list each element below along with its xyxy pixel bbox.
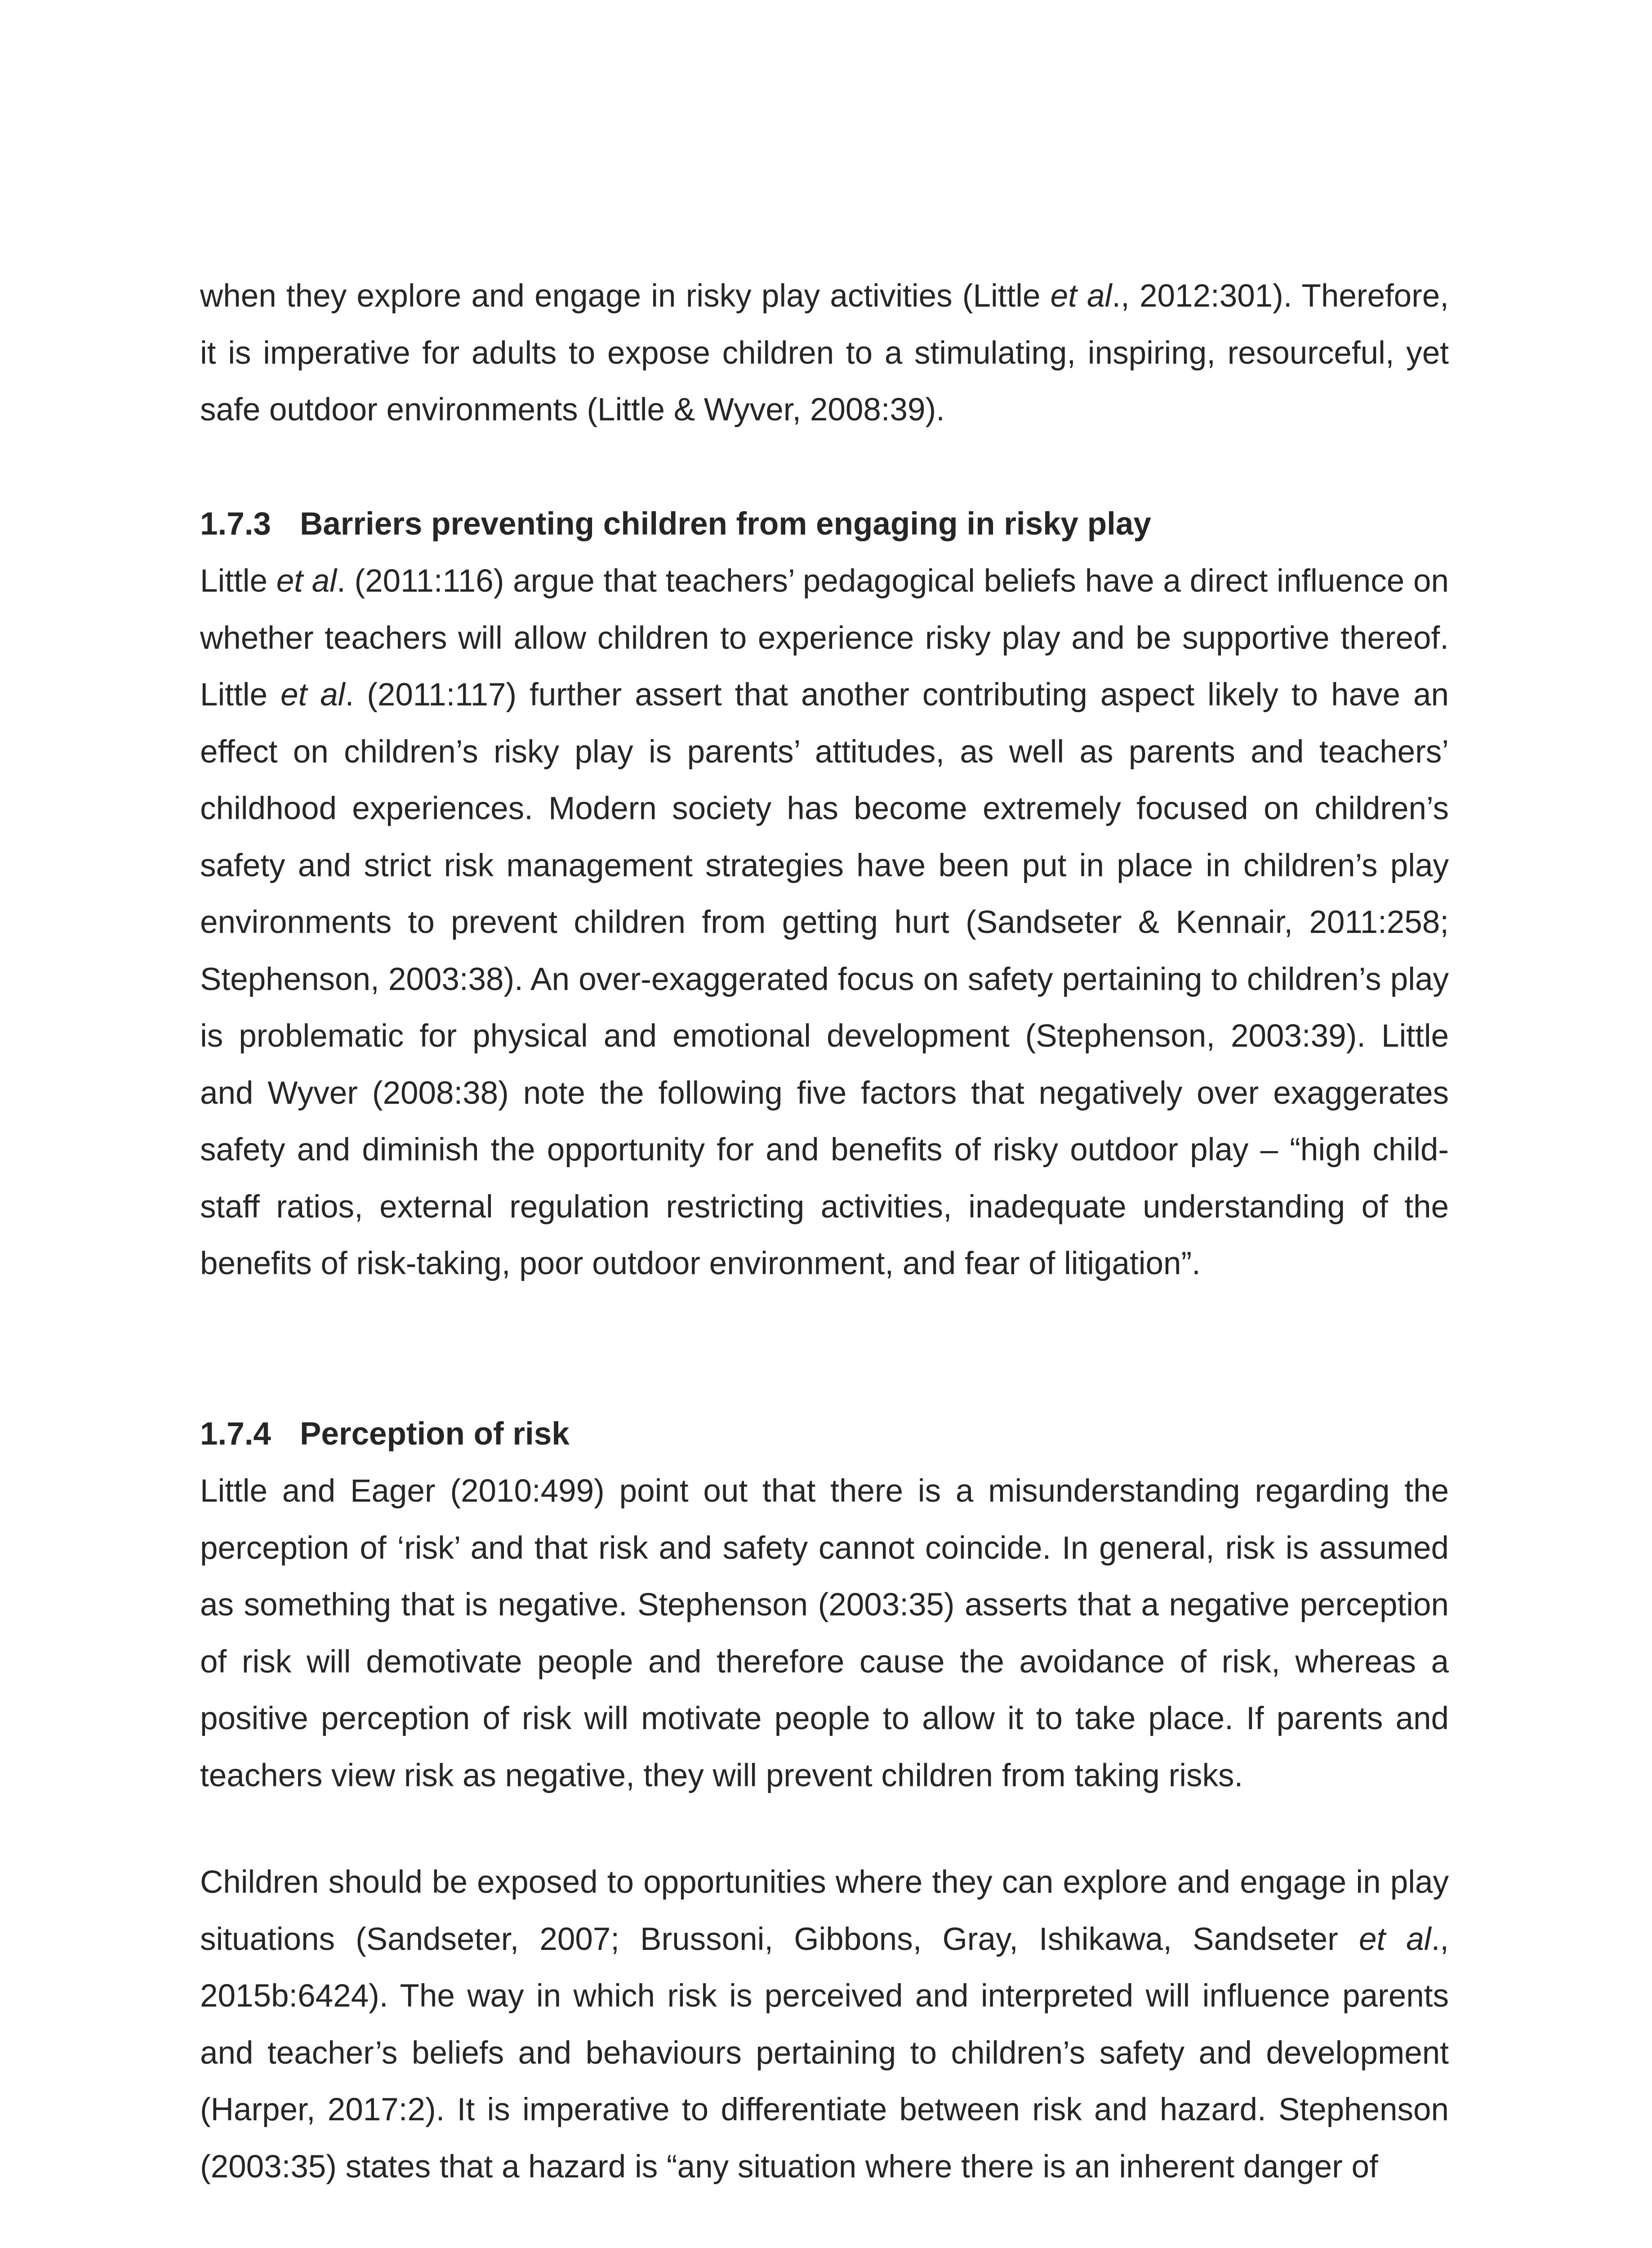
document-page xyxy=(200,0,1449,2248)
italic-text: et al xyxy=(280,677,345,713)
italic-text: et al xyxy=(1050,278,1112,314)
body-paragraph-3 xyxy=(200,1463,1449,1804)
section-title: Perception of risk xyxy=(300,1416,570,1452)
paragraph-text: Little and Eager (2010:499) point out that there is a misunderstanding regarding the perception of ‘risk’ and that risk and safety cannot coincide. In general, risk is assumed as something that is negative. Stephenson (2003:35) asserts that a negative perception of risk will demotivate people and therefore cause the avoidance of risk, whereas a positive perception of risk will motivate people to allow it to take place. If parents and teachers view risk as negative, they will prevent children from taking risks. xyxy=(200,1473,1449,1793)
italic-text: et al xyxy=(1358,1921,1431,1957)
section-heading-1-7-3 xyxy=(200,496,1449,553)
paragraph-text: Children should be exposed to opportunities where they can explore and engage in play situations (Sandseter, 2007; Brussoni, Gibbons, Gray, Ishikawa, Sandseter xyxy=(200,1864,1449,1957)
section-heading-1-7-4 xyxy=(200,1406,1449,1463)
paragraph-text: Little xyxy=(200,563,276,599)
section-number: 1.7.3 xyxy=(200,506,271,542)
paragraph-text: ., 2012:301). Therefore, it is imperative for adults to expose children to a stimulating, inspiring, resourceful, yet safe outdoor environments (Little & Wyver, 2008:39). xyxy=(200,278,1449,428)
body-paragraph-1 xyxy=(200,268,1449,439)
section-title: Barriers preventing children from engaging in risky play xyxy=(300,506,1151,542)
body-paragraph-2 xyxy=(200,553,1449,1293)
body-paragraph-4 xyxy=(200,1854,1449,2195)
page-number xyxy=(1431,2244,1449,2248)
paragraph-text: ., 2015b:6424). The way in which risk is perceived and interpreted will influence parents and teacher’s beliefs and behaviours pertaining to children’s safety and development (Harper, 2017:2). It is imperative to differentiate between risk and hazard. Stephenson (2003:35) states that a hazard is “any situation where there is an inherent danger of xyxy=(200,1921,1449,2185)
section-number: 1.7.4 xyxy=(200,1416,271,1452)
italic-text: et al xyxy=(276,563,337,599)
paragraph-text: . (2011:116) argue that teachers’ pedagogical beliefs have a direct influence on whether teachers will allow children to experience risky play and be supportive thereof. Little xyxy=(200,563,1449,713)
paragraph-text: when they explore and engage in risky play activities (Little xyxy=(200,278,1051,314)
paragraph-text: . (2011:117) further assert that another contributing aspect likely to have an effect on children’s risky play is parents’ attitudes, as well as parents and teachers’ childhood experiences. Modern society has become extremely focused on children’s safety and strict risk management strategies have been put in place in children’s play environments to prevent children from getting hurt (Sandseter & Kennair, 2011:258; Stephenson, 2003:38). An over-exaggerated focus on safety pertaining to children’s play is problematic for physical and emotional development (Stephenson, 2003:39). Little and Wyver (2008:38) note the following five factors that negatively over exaggerates safety and diminish the opportunity for and benefits of risky outdoor play – “high child-staff ratios, external regulation restricting activities, inadequate understanding of the benefits of risk-taking, poor outdoor environment, and fear of litigation”. xyxy=(200,677,1449,1281)
